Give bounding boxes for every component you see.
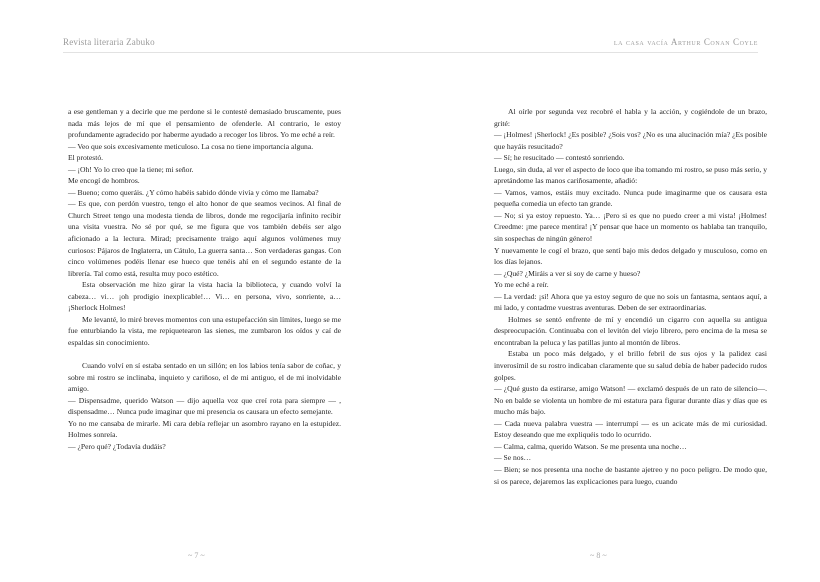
page-number-right: ~ 8 ~ (590, 551, 607, 560)
paragraph: — La verdad: ¡sí! Ahora que ya estoy seguro de que no sois un fantasma, sentaos aquí, a mi lado, y contadme vuestras aventuras. Deben de ser extraordinarias. (494, 291, 767, 313)
paragraph: — Calma, calma, querido Watson. Se me presenta una noche… (494, 441, 687, 451)
right-page (410, 0, 820, 582)
page-number-left: ~ 7 ~ (188, 551, 205, 560)
paragraph: Al oírle por segunda vez recobré el habla y la acción, y cogiéndole de un brazo, grité: (494, 107, 767, 128)
paragraph: — Bueno; como queráis. ¿Y cómo habéis sabido dónde vivía y cómo me llamaba? (68, 187, 319, 197)
paragraph: — Dispensadme, querido Watson — dijo aquella voz que creí rota para siempre — , dispensadme… Nunca pude imaginar que mi presencia os causara un efecto semejante. (68, 395, 341, 417)
paragraph: — Veo que sois excesivamente meticuloso. La cosa no tiene importancia alguna. (68, 141, 314, 151)
left-page-body (68, 106, 341, 452)
paragraph: — Bien; se nos presenta una noche de bastante ajetreo y no poco peligro. De modo que, si os parece, dejaremos las explicaciones para luego, cuando (494, 464, 767, 486)
paragraph: Yo me eché a reír. (494, 280, 549, 290)
paragraph: — ¿Pero qué? ¿Todavía dudáis? (68, 441, 166, 451)
paragraph: — Vamos, vamos, estáis muy excitado. Nunca pude imaginarme que os causara esta pequeña comedia un efecto tan grande. (494, 187, 767, 209)
header-rule-left (63, 52, 410, 53)
paragraph: Me levanté, lo miré breves momentos con una estupefacción sin límites, luego se me fue enturbiando la vista, me repiquetearon las sienes, me zumbaron los oídos y caí de espaldas sin conocimiento. (68, 314, 341, 347)
running-header-author: Arthur Conan Coyle (670, 37, 758, 47)
paragraph: Yo no me cansaba de mirarle. Mi cara debía reflejar un asombro rayano en la estupidez. Holmes sonreía. (68, 418, 341, 440)
paragraph: El protestó. (68, 153, 104, 163)
paragraph: Me encogí de hombros. (68, 176, 140, 186)
paragraph: Holmes se sentó enfrente de mí y encendió un cigarro con aquella su antigua despreocupación. Continuaba con el levitón del viejo librero, pero encima de la mesa se encontraban la peluca y las patillas junto al montón de libros. (494, 314, 767, 347)
right-page-body (494, 106, 767, 487)
paragraph: — No; si ya estoy repuesto. Ya… ¡Pero si es que no puedo creer a mi vista! ¡Holmes! Creedme: ¡me parece mentira! ¡Y pensar que hace un momento os hablaba tan tranquilo, sin sospechas de ningún género! (494, 210, 767, 244)
running-header-left: Revista literaria Zabuko (63, 37, 155, 47)
paragraph: a ese gentleman y a decirle que me perdone si le contesté demasiado bruscamente, pues nada más lejos de mí que el pensamiento de ofenderle. Al contrario, le estoy profundamente agradecido por haberme ayudado a recoger los libros. Yo me eché a reír. (68, 107, 341, 140)
paragraph: Luego, sin duda, al ver el aspecto de loco que iba tomando mi rostro, se puso más serio, y apretándome las manos cariñosamente, añadió: (494, 164, 767, 186)
paragraph: Estaba un poco más delgado, y el brillo febril de sus ojos y la palidez casi inverosímil de su rostro indicaban claramente que su salud debía de haber padecido rudos golpes. (494, 349, 767, 382)
header-rule-right (410, 52, 758, 53)
paragraph: Y nuevamente le cogí el brazo, que sentí bajo mis dedos delgado y musculoso, como en los días lejanos. (494, 245, 767, 267)
running-header-right (614, 37, 758, 47)
paragraph: Esta observación me hizo girar la vista hacia la biblioteca, y cuando volví la cabeza… vi… ¡oh prodigio inexplicable!… Vi… en persona, vivo, sonriente, a… ¡Sherlock Holmes! (68, 280, 341, 313)
paragraph: — ¿Qué? ¿Miráis a ver si soy de carne y hueso? (494, 268, 641, 278)
paragraph: — ¿Qué gusto da estirarse, amigo Watson! — exclamó después de un rato de silencio—. No en balde se violenta un hombre de mi estatura para figurar durante días y días que es mucho más bajo. (494, 384, 767, 417)
paragraph: — ¡Oh! Yo lo creo que la tiene; mi señor. (68, 164, 194, 174)
paragraph: — Se nos… (494, 453, 532, 463)
paragraph: — ¡Holmes! ¡Sherlock! ¿Es posible? ¿Sois vos? ¿No es una alucinación mía? ¿Es posible que hayáis resucitado? (494, 130, 767, 151)
paragraph: Cuando volví en sí estaba sentado en un sillón; en los labios tenía sabor de coñac, y sobre mi rostro se inclinaba, inquieto y cariñoso, el de mi antiguo, el de mi inolvidable amigo. (68, 361, 341, 394)
paragraph: — Sí; he resucitado — contestó sonriendo. (494, 153, 625, 163)
running-header-title: la casa vacía (613, 37, 669, 47)
paragraph: — Cada nueva palabra vuestra — interrumpí — es un acicate más de mi curiosidad. Estoy deseando que me expliquéis todo lo ocurrido. (494, 418, 767, 440)
paragraph: — Es que, con perdón vuestro, tengo el alto honor de que seamos vecinos. Al final de Church Street tengo una modesta tienda de libros, donde me regocijaría infinito recibir una visita vuestra. No sé por qué, se me figura que vos también debéis ser algo aficionado a la lectura. Mirad; precisamente traigo aquí algunos volúmenes muy curiosos: Pájaros de Inglaterra, un Cátulo, La guerra santa… Son verdaderas gangas. Con cinco volúmenes podéis llenar ese hueco que tenéis ahí en el segundo estante de la librería. Tal como está, resulta muy poco estético. (68, 199, 341, 278)
